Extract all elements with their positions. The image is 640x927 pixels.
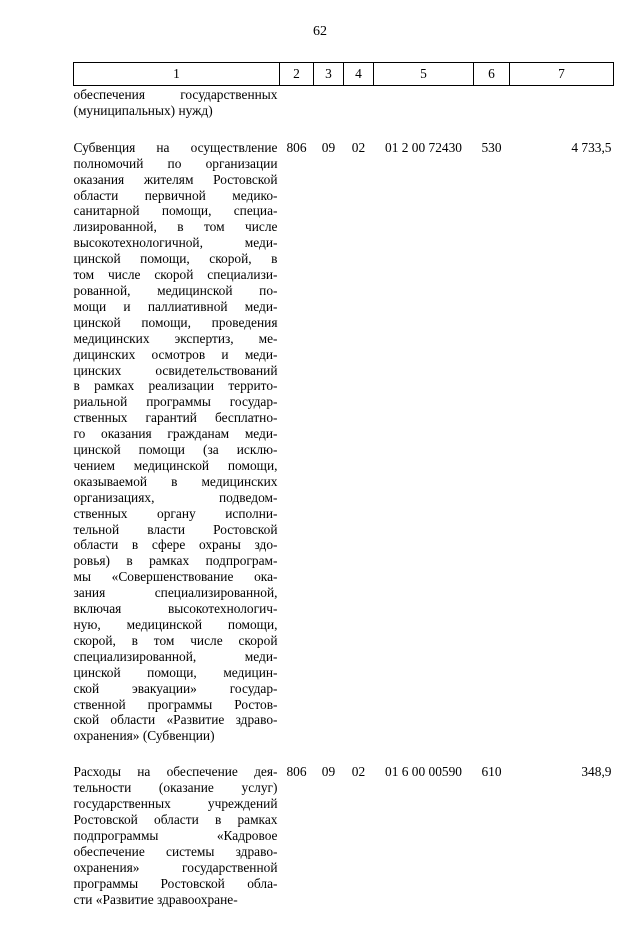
expense-type-cell — [474, 86, 510, 140]
expense-name-line: (муниципальных) нужд) — [73, 102, 213, 118]
expense-name-line: в рамках реализации террито- — [73, 378, 278, 394]
expense-name-line: охранения» (Субвенции) — [73, 728, 215, 744]
expense-name-line: мы «Совершенствование ока- — [73, 569, 278, 585]
expense-name-cell — [74, 140, 280, 764]
expense-name-line: лизированной, в том числе — [73, 219, 278, 235]
expense-type-cell: 530 — [481, 139, 502, 155]
target-article-cell: 01 2 00 72430 — [385, 139, 462, 155]
table-row — [74, 140, 614, 764]
header-col-target: 5 — [374, 63, 474, 86]
expense-name-line: зания специализированной, — [73, 585, 278, 601]
expense-name-line: цинской помощи (за исклю- — [73, 442, 278, 458]
expense-name-line: тельности (оказание услуг) — [73, 780, 278, 796]
expense-name-line: включая высокотехнологич- — [73, 601, 278, 617]
amount-cell — [510, 86, 614, 140]
expense-name-line: ственных гарантий бесплатно- — [73, 410, 278, 426]
expense-name-line: сти «Развитие здравоохране- — [73, 891, 238, 907]
expense-name-line: высокотехнологичной, меди- — [73, 235, 278, 251]
subsection-code-cell: 02 — [351, 139, 366, 155]
expense-type-cell: 610 — [481, 764, 502, 780]
amount-cell: 348,9 — [581, 764, 612, 780]
ministry-code-cell — [280, 86, 314, 140]
expense-name-line: цинских освидетельствований — [73, 362, 278, 378]
subsection-code-cell: 02 — [351, 764, 366, 780]
expense-name-line: обеспечение системы здраво- — [73, 843, 278, 859]
table-row — [74, 86, 614, 140]
expense-name-line: го оказания гражданам меди- — [73, 426, 278, 442]
expense-name-line: рованной, медицинской по- — [73, 282, 278, 298]
header-col-subsection: 4 — [344, 63, 374, 86]
expense-name-line: Субвенция на осуществление — [73, 139, 278, 155]
expense-name-line: Расходы на обеспечение дея- — [73, 764, 278, 780]
ministry-code-cell: 806 — [286, 139, 307, 155]
table-header-row — [74, 63, 614, 86]
expense-name-line: специализированной, меди- — [73, 648, 278, 664]
expense-name-line: мощи и паллиативной меди- — [73, 298, 278, 314]
target-article-cell: 01 6 00 00590 — [385, 764, 462, 780]
expense-name-line: программы Ростовской обла- — [73, 875, 278, 891]
header-col-ministry: 2 — [280, 63, 314, 86]
header-col-name: 1 — [74, 63, 280, 86]
expense-name-line: цинской помощи, скорой, в — [73, 251, 278, 267]
expense-name-line: тельной власти Ростовской — [73, 521, 278, 537]
expense-name-line: риальной программы государ- — [73, 394, 278, 410]
expense-name-line: охранения» государственной — [73, 859, 278, 875]
expense-name-line: чением медицинской помощи, — [73, 457, 278, 473]
target-article-cell — [374, 86, 474, 140]
expense-name-line: ской эвакуации» государ- — [73, 680, 278, 696]
expense-name-line: полномочий по организации — [73, 155, 278, 171]
expense-name-line: подпрограммы «Кадровое — [73, 827, 278, 843]
expense-name-line: ровья) в рамках подпрограм- — [73, 553, 278, 569]
expense-name-line: ную, медицинской помощи, — [73, 617, 278, 632]
expense-name-line: государственных учреждений — [73, 796, 278, 812]
expense-name-line: дицинских осмотров и меди- — [73, 346, 278, 362]
expense-name-cell — [74, 86, 280, 140]
header-col-amount: 7 — [510, 63, 614, 86]
expense-name-line: оказания жителям Ростовской — [73, 171, 278, 187]
expense-name-line: оказываемой в медицинских — [73, 473, 278, 489]
expense-name-line: ской области «Развитие здраво- — [73, 712, 278, 728]
expense-name-line: ственной программы Ростов- — [73, 696, 278, 712]
expense-name-line: организациях, подведом- — [73, 489, 278, 505]
expense-name-line: области в сфере охраны здо- — [73, 537, 278, 553]
expense-name-line: цинской помощи, медицин- — [73, 664, 278, 680]
header-col-section: 3 — [314, 63, 344, 86]
amount-cell: 4 733,5 — [571, 139, 612, 155]
expense-name-line: медицинских экспертиз, ме- — [73, 330, 278, 346]
expense-name-line: санитарной помощи, специа- — [73, 203, 278, 219]
section-code-cell: 09 — [321, 139, 336, 155]
expense-name-line: обеспечения государственных — [73, 87, 278, 102]
expense-name-line: том числе скорой специализи- — [73, 267, 278, 283]
section-code-cell — [314, 86, 344, 140]
expense-name-line: цинской помощи, проведения — [73, 314, 278, 330]
expense-name-line: Ростовской области в рамках — [73, 811, 278, 827]
subsection-code-cell — [344, 86, 374, 140]
expense-name-line: скорой, в том числе скорой — [73, 632, 278, 648]
expense-name-line: ственных органу исполни- — [73, 505, 278, 521]
expense-name-line: области первичной медико- — [73, 187, 278, 203]
budget-table — [73, 62, 614, 927]
page-number: 62 — [313, 24, 327, 39]
table-row — [74, 764, 614, 927]
ministry-code-cell: 806 — [286, 764, 307, 780]
section-code-cell: 09 — [321, 764, 336, 780]
header-col-type: 6 — [474, 63, 510, 86]
expense-name-cell — [74, 764, 280, 927]
